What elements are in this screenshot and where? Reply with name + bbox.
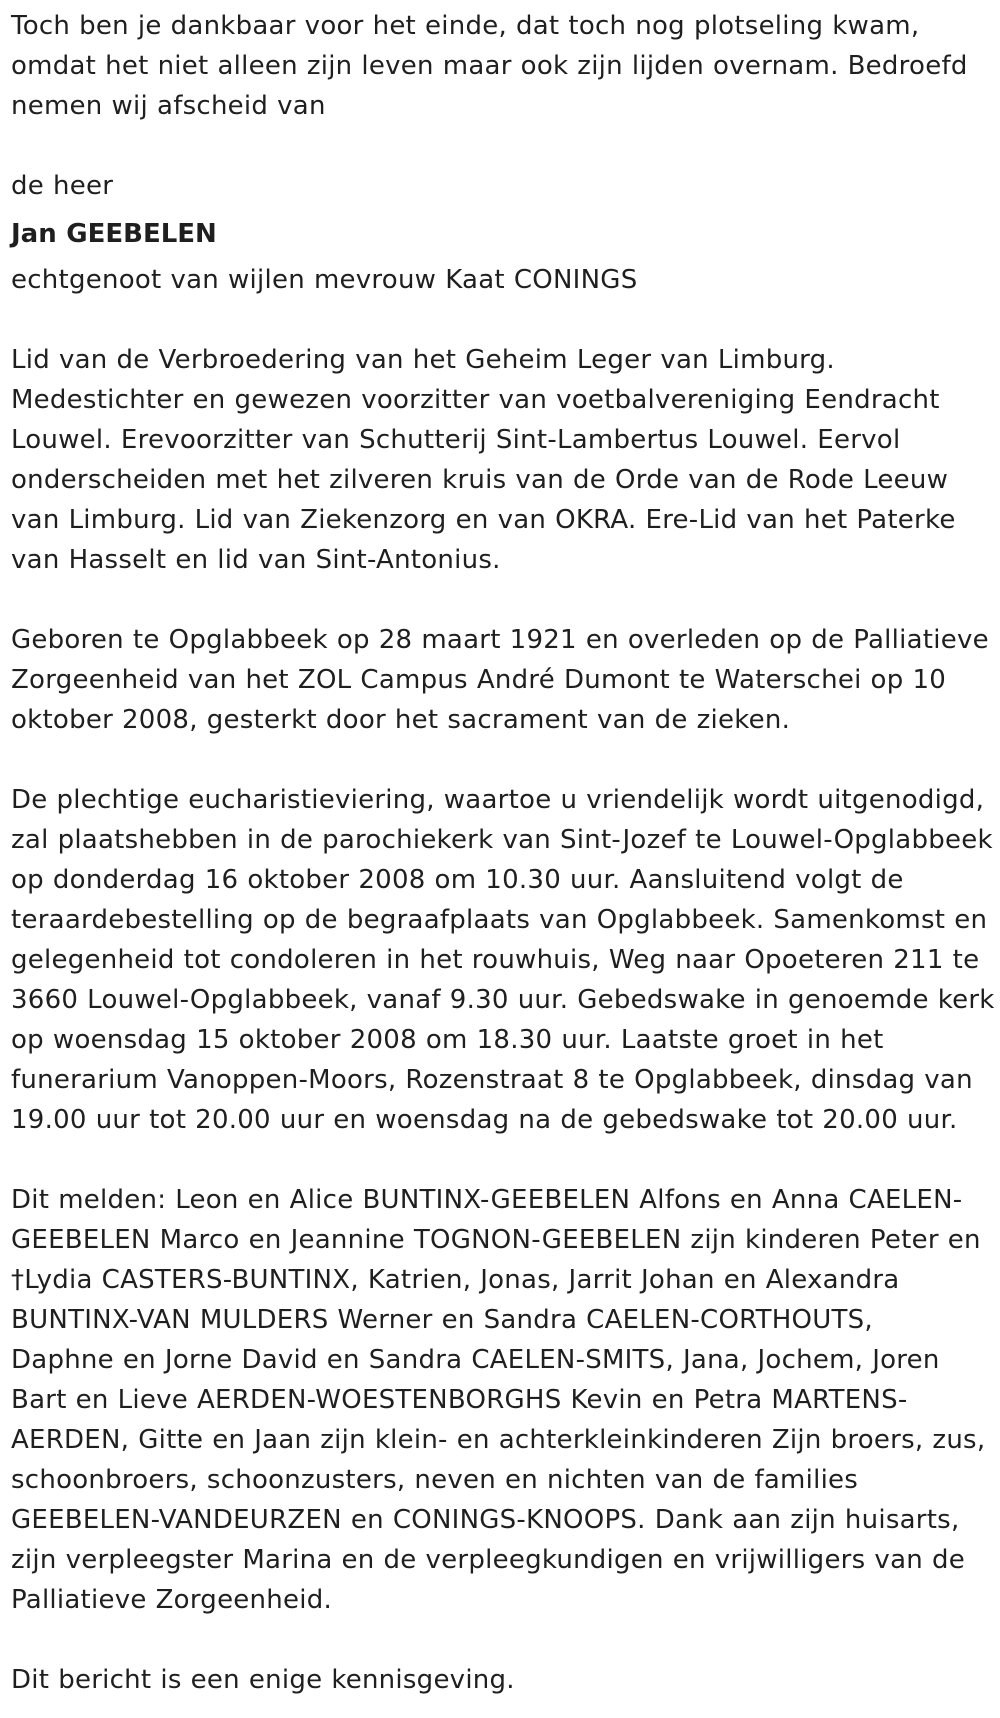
closing-line: Dit bericht is een enige kennisgeving. <box>11 1665 515 1695</box>
obituary-document <box>11 6 996 1700</box>
ceremony-paragraph: De plechtige eucharistieviering, waartoe u vriendelijk wordt uitgenodigd, zal plaatshebben in de parochiekerk van Sint-Jozef te Louwel-Opglabbeek op donderdag 16 oktober 2008 om 10.30 uur. Aansluitend volgt de teraardebestelling op de begraafplaats van Opglabbeek. Samenkomst en gelegenheid tot condoleren in het rouwhuis, Weg naar Opoeteren 211 te 3660 Louwel-Opglabbeek, vanaf 9.30 uur. Gebedswake in genoemde kerk op woensdag 15 oktober 2008 om 18.30 uur. Laatste groet in het funerarium Vanoppen-Moors, Rozenstraat 8 te Opglabbeek, dinsdag van 19.00 uur tot 20.00 uur en woensdag na de gebedswake tot 20.00 uur. <box>11 785 995 1135</box>
opening-text: Toch ben je dankbaar voor het einde, dat toch nog plotseling kwam, omdat het niet alleen zijn leven maar ook zijn lijden overnam. Bedroefd nemen wij afscheid van <box>11 11 968 121</box>
deceased-name: Jan GEEBELEN <box>11 219 217 249</box>
honorific: de heer <box>11 171 114 201</box>
spouse-line: echtgenoot van wijlen mevrouw Kaat CONINGS <box>11 265 638 295</box>
family-paragraph: Dit melden: Leon en Alice BUNTINX-GEEBELEN Alfons en Anna CAELEN- GEEBELEN Marco en Jeannine TOGNON-GEEBELEN zijn kinderen Peter en †Lydia CASTERS-BUNTINX, Katrien, Jonas, Jarrit Johan en Alexandra BUNTINX-VAN MULDERS Werner en Sandra CAELEN-CORTHOUTS, Daphne en Jorne David en Sandra CAELEN-SMITS, Jana, Jochem, Joren Bart en Lieve AERDEN-WOESTENBORGHS Kevin en Petra MARTENS- AERDEN, Gitte en Jaan zijn klein- en achterkleinkinderen Zijn broers, zus, schoonbroers, schoonzusters, neven en nichten van de families GEEBELEN-VANDEURZEN en CONINGS-KNOOPS. Dank aan zijn huisarts, zijn verpleegster Marina en de verpleegkundigen en vrijwilligers van de Palliatieve Zorgeenheid. <box>11 1185 986 1615</box>
birth-death-paragraph: Geboren te Opglabbeek op 28 maart 1921 en overleden op de Palliatieve Zorgeenheid van het ZOL Campus André Dumont te Waterschei op 10 oktober 2008, gesterkt door het sacrament van de zieken. <box>11 625 989 735</box>
memberships-paragraph: Lid van de Verbroedering van het Geheim Leger van Limburg. Medestichter en gewezen voorzitter van voetbalvereniging Eendracht Louwel. Erevoorzitter van Schutterij Sint-Lambertus Louwel. Eervol onderscheiden met het zilveren kruis van de Orde van de Rode Leeuw van Limburg. Lid van Ziekenzorg en van OKRA. Ere-Lid van het Paterke van Hasselt en lid van Sint-Antonius. <box>11 345 956 575</box>
